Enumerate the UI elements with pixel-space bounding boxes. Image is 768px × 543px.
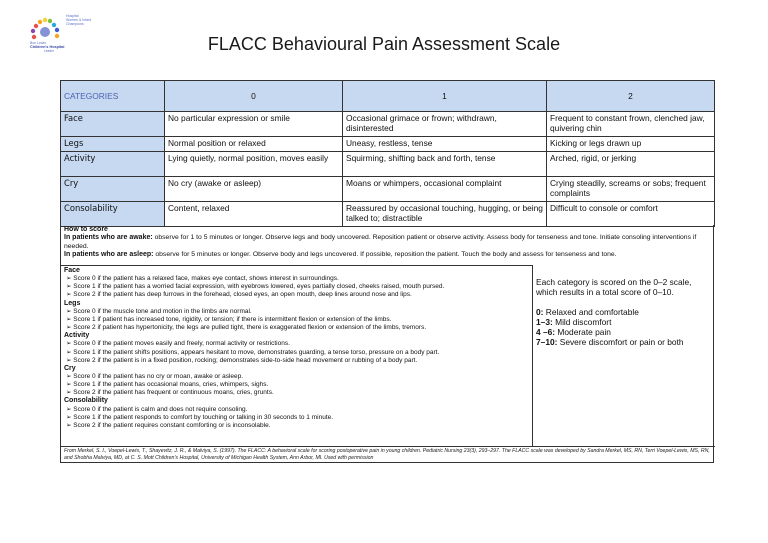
list-item: ➢ Score 0 if the patient has a relaxed face, makes eye contact, shows interest in surroundings. <box>66 275 339 283</box>
awake-label: In patients who are awake: <box>64 234 153 242</box>
summary-key <box>536 317 714 327</box>
summary-key <box>536 327 714 337</box>
scoring-instructions <box>60 225 714 463</box>
flacc-table <box>60 80 715 227</box>
summary-key-text: Severe discomfort or pain or both <box>557 337 684 347</box>
list-item: ➢ Score 2 if the patient has frequent or continuous moans, cries, grunts. <box>66 389 274 397</box>
list-item: ➢ Score 1 if the patient has a worried facial expression, with eyebrows lowered, eyes partially closed, cheeks raised, mouth pursed. <box>66 283 445 291</box>
table-row <box>61 202 715 227</box>
score-2-cell: Crying steadily, screams or sobs; frequent complaints <box>547 177 715 202</box>
list-item: ➢ Score 2 if the patient requires constant comforting or is inconsolable. <box>66 421 271 429</box>
table-row <box>61 152 715 177</box>
guide-heading-consolability: Consolability <box>64 397 108 405</box>
categories-header: CATEGORIES <box>61 81 165 112</box>
guide-heading-face: Face <box>64 267 80 274</box>
awake-text: observe for 1 to 5 minutes or longer. Observe legs and body uncovered. Reposition patient or observe activity. Assess body for tenseness and tone. Initiate consoling interventions if needed. <box>64 234 697 250</box>
score-1-cell: Squirming, shifting back and forth, tense <box>343 152 547 177</box>
list-item: ➢ Score 2 if the patient is in a fixed position, rocking; demonstrates side-to-side head movement or rubbing of a body part. <box>66 356 418 364</box>
score-1-cell: Moans or whimpers, occasional complaint <box>343 177 547 202</box>
summary-key-range: 0: <box>536 307 544 317</box>
list-item: ➢ Score 2 if the patient has deep furrows in the forehead, closed eyes, an open mouth, deep lines around nose and lips. <box>66 291 412 299</box>
category-cry: Cry <box>61 177 165 202</box>
svg-text:Leader: Leader <box>44 49 54 53</box>
asleep-text: observe for 5 minutes or longer. Observe body and legs uncovered. If possible, reposition the patient. Touch the body and assess for tenseness and tone. <box>153 250 617 258</box>
guide-heading-activity: Activity <box>64 332 90 340</box>
summary-key-text: Mild discomfort <box>552 317 612 327</box>
list-item: ➢ Score 0 if the muscle tone and motion in the limbs are normal. <box>66 307 252 315</box>
svg-text:Women & Infant: Women & Infant <box>66 18 92 22</box>
table-row <box>61 137 715 152</box>
score-1-cell: Uneasy, restless, tense <box>343 137 547 152</box>
list-item: ➢ Score 0 if the patient moves easily and freely, normal activity or restrictions. <box>66 340 290 348</box>
score-1-cell: Reassured by occasional touching, hugging, or being talked to; distractible <box>343 202 547 227</box>
score-summary <box>536 277 714 347</box>
category-legs: Legs <box>61 137 165 152</box>
guide-heading-legs: Legs <box>64 299 81 307</box>
list-item: ➢ Score 1 if the patient responds to comfort by touching or talking in 30 seconds to 1 minute. <box>66 413 334 421</box>
score-2-cell: Frequent to constant frown, clenched jaw, quivering chin <box>547 112 715 137</box>
list-item: ➢ Score 0 if the patient has no cry or moan, awake or asleep. <box>66 373 244 381</box>
score-0-cell: Lying quietly, normal position, moves easily <box>165 152 343 177</box>
category-consolability: Consolability <box>61 202 165 227</box>
asleep-label: In patients who are asleep: <box>64 250 154 258</box>
table-row <box>61 112 715 137</box>
summary-key-range: 7–10: <box>536 337 558 347</box>
page-title: FLACC Behavioural Pain Assessment Scale <box>207 34 561 54</box>
summary-key-text: Moderate pain <box>555 327 611 337</box>
score-0-cell: Content, relaxed <box>165 202 343 227</box>
list-item: ➢ Score 1 if the patient shifts positions, appears hesitant to move, demonstrates guarding, a tense torso, pressure on a body part. <box>66 348 440 356</box>
summary-key <box>536 307 714 317</box>
list-item: ➢ Score 0 if the patient is calm and does not require consoling. <box>66 405 248 413</box>
summary-key-range: 4 –6: <box>536 327 556 337</box>
svg-text:Hospital: Hospital <box>66 14 79 18</box>
score-0-cell: Normal position or relaxed <box>165 137 343 152</box>
category-guide <box>61 265 533 446</box>
svg-text:Children's Hospital: Children's Hospital <box>30 45 65 49</box>
score-2-cell: Kicking or legs drawn up <box>547 137 715 152</box>
score-1-cell: Occasional grimace or frown; withdrawn, disinterested <box>343 112 547 137</box>
list-item: ➢ Score 2 if patient has hypertonicity, the legs are pulled tight, there is exaggerated flexion or extension of the limbs, tremors. <box>66 324 427 332</box>
summary-intro: Each category is scored on the 0–2 scale, which results in a total score of 0–10. <box>536 277 692 297</box>
table-row <box>61 177 715 202</box>
score-2-cell: Arched, rigid, or jerking <box>547 152 715 177</box>
category-activity: Activity <box>61 152 165 177</box>
list-item: ➢ Score 1 if patient has increased tone, rigidity, or tension; if there is intermittent flexion or extension of the limbs. <box>66 315 392 323</box>
score-0-cell: No cry (awake or asleep) <box>165 177 343 202</box>
list-item: ➢ Score 1 if the patient has occasional moans, cries, whimpers, sighs. <box>66 381 269 389</box>
svg-text:Champions: Champions <box>66 22 84 26</box>
score-header-2: 2 <box>547 81 715 112</box>
score-header-1: 1 <box>343 81 547 112</box>
table-header-row <box>61 81 715 112</box>
score-0-cell: No particular expression or smile <box>165 112 343 137</box>
summary-key-text: Relaxed and comfortable <box>543 307 639 317</box>
summary-key <box>536 337 714 347</box>
guide-heading-cry: Cry <box>64 364 76 372</box>
citation-footer: From Merkel, S. I., Voepel-Lewis, T., Shayevitz, J. R., & Malviya, S. (1997). The FLACC: A behavioral scale for scoring postoperative pain in young children. Pediatric Nursing 23(3), 293–297. The FLACC scale was developed by Sandra Merkel, MS, RN, Terri Voepel-Lewis, MS, RN, and Shobha Malviya, MD, at C. S. Mott Children's Hospital, University of Michigan Health System, Ann Arbor, MI. Used with permission <box>61 446 715 463</box>
summary-key-range: 1–3: <box>536 317 553 327</box>
svg-text:Box Lewis: Box Lewis <box>30 41 46 45</box>
how-to-score <box>64 226 712 259</box>
score-header-0: 0 <box>165 81 343 112</box>
category-face: Face <box>61 112 165 137</box>
how-to-score-heading: How to score <box>64 226 108 233</box>
score-2-cell: Difficult to console or comfort <box>547 202 715 227</box>
